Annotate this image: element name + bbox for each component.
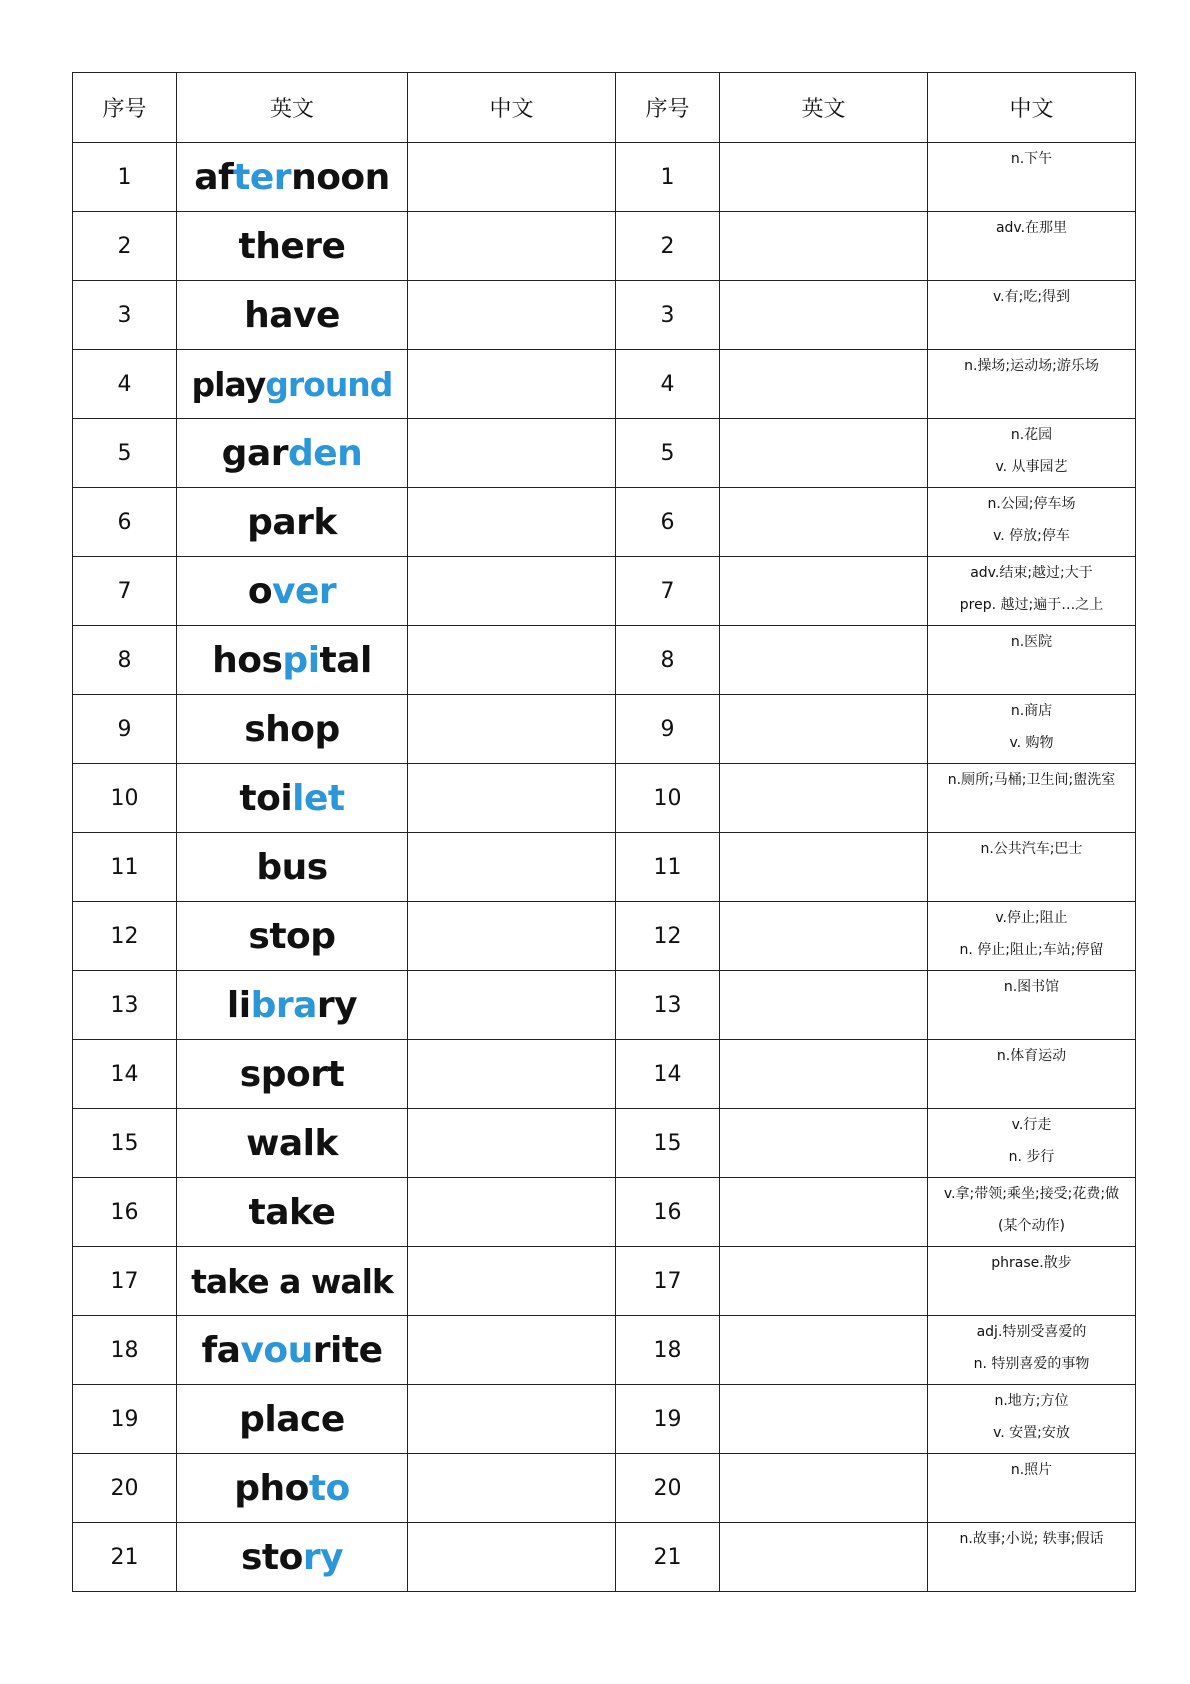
chinese-answer-blank[interactable]	[408, 350, 616, 419]
row-number-right: 7	[616, 557, 720, 626]
chinese-meaning	[928, 695, 1136, 764]
row-number-right: 16	[616, 1178, 720, 1247]
table-row	[73, 212, 1136, 281]
row-number-left: 9	[73, 695, 177, 764]
table-row	[73, 488, 1136, 557]
row-number-left: 6	[73, 488, 177, 557]
english-word	[177, 488, 408, 557]
word-highlight-segment: let	[292, 777, 345, 819]
word-segment: rite	[312, 1329, 383, 1371]
row-number-right: 1	[616, 143, 720, 212]
meaning-line: n.操场;运动场;游乐场	[964, 358, 1099, 374]
chinese-answer-blank[interactable]	[408, 1385, 616, 1454]
row-number-left: 18	[73, 1316, 177, 1385]
table-body	[73, 143, 1136, 1592]
english-answer-blank[interactable]	[720, 143, 928, 212]
word-segment: place	[239, 1398, 345, 1440]
word-segment: take a walk	[191, 1261, 393, 1301]
row-number-right: 3	[616, 281, 720, 350]
row-number-left: 10	[73, 764, 177, 833]
english-answer-blank[interactable]	[720, 971, 928, 1040]
chinese-answer-blank[interactable]	[408, 1523, 616, 1592]
word-segment: park	[247, 501, 337, 543]
chinese-meaning	[928, 1109, 1136, 1178]
chinese-answer-blank[interactable]	[408, 1178, 616, 1247]
chinese-answer-blank[interactable]	[408, 626, 616, 695]
english-word	[177, 1247, 408, 1316]
english-answer-blank[interactable]	[720, 1178, 928, 1247]
meaning-line: phrase.散步	[991, 1255, 1072, 1271]
row-number-left: 12	[73, 902, 177, 971]
table-row	[73, 764, 1136, 833]
meaning-line: v. 从事园艺	[995, 459, 1068, 475]
english-word	[177, 1523, 408, 1592]
english-answer-blank[interactable]	[720, 833, 928, 902]
row-number-right: 10	[616, 764, 720, 833]
chinese-answer-blank[interactable]	[408, 833, 616, 902]
english-answer-blank[interactable]	[720, 695, 928, 764]
english-word	[177, 557, 408, 626]
english-answer-blank[interactable]	[720, 1385, 928, 1454]
header-number-left: 序号	[73, 73, 177, 143]
word-segment: af	[194, 156, 234, 198]
table-row	[73, 143, 1136, 212]
english-answer-blank[interactable]	[720, 281, 928, 350]
chinese-meaning	[928, 833, 1136, 902]
chinese-answer-blank[interactable]	[408, 902, 616, 971]
chinese-meaning	[928, 1385, 1136, 1454]
meaning-line: n.花园	[1010, 427, 1053, 443]
word-segment: bus	[256, 846, 328, 888]
english-word	[177, 764, 408, 833]
english-word	[177, 626, 408, 695]
meaning-line: v. 安置;安放	[993, 1425, 1070, 1441]
english-word	[177, 695, 408, 764]
english-word	[177, 1316, 408, 1385]
chinese-meaning	[928, 1523, 1136, 1592]
chinese-meaning	[928, 1040, 1136, 1109]
chinese-meaning	[928, 971, 1136, 1040]
row-number-right: 18	[616, 1316, 720, 1385]
word-segment: tal	[319, 639, 372, 681]
row-number-right: 8	[616, 626, 720, 695]
row-number-right: 5	[616, 419, 720, 488]
chinese-answer-blank[interactable]	[408, 1247, 616, 1316]
chinese-answer-blank[interactable]	[408, 695, 616, 764]
english-answer-blank[interactable]	[720, 212, 928, 281]
english-word	[177, 143, 408, 212]
table-row	[73, 626, 1136, 695]
row-number-left: 11	[73, 833, 177, 902]
english-word	[177, 1109, 408, 1178]
chinese-answer-blank[interactable]	[408, 143, 616, 212]
english-word	[177, 833, 408, 902]
table-row	[73, 1247, 1136, 1316]
meaning-line: n.照片	[1010, 1462, 1053, 1478]
table-row	[73, 971, 1136, 1040]
chinese-meaning	[928, 212, 1136, 281]
table-row	[73, 557, 1136, 626]
word-segment: ry	[316, 984, 358, 1026]
header-english-right: 英文	[720, 73, 928, 143]
row-number-left: 1	[73, 143, 177, 212]
chinese-answer-blank[interactable]	[408, 764, 616, 833]
chinese-meaning	[928, 281, 1136, 350]
chinese-answer-blank[interactable]	[408, 1454, 616, 1523]
english-word	[177, 971, 408, 1040]
english-answer-blank[interactable]	[720, 488, 928, 557]
chinese-answer-blank[interactable]	[408, 1316, 616, 1385]
meaning-line: n.公共汽车;巴士	[980, 841, 1083, 857]
chinese-meaning	[928, 143, 1136, 212]
chinese-answer-blank[interactable]	[408, 212, 616, 281]
chinese-meaning	[928, 764, 1136, 833]
chinese-meaning	[928, 419, 1136, 488]
row-number-right: 2	[616, 212, 720, 281]
row-number-left: 2	[73, 212, 177, 281]
english-answer-blank[interactable]	[720, 350, 928, 419]
word-highlight-segment: ground	[265, 364, 393, 404]
row-number-right: 13	[616, 971, 720, 1040]
table-row	[73, 902, 1136, 971]
row-number-left: 5	[73, 419, 177, 488]
chinese-answer-blank[interactable]	[408, 557, 616, 626]
english-answer-blank[interactable]	[720, 557, 928, 626]
row-number-left: 7	[73, 557, 177, 626]
english-answer-blank[interactable]	[720, 1316, 928, 1385]
word-highlight-segment: den	[288, 432, 363, 474]
word-segment: pho	[234, 1467, 309, 1509]
word-highlight-segment: to	[308, 1467, 350, 1509]
word-segment: o	[247, 570, 273, 612]
chinese-answer-blank[interactable]	[408, 971, 616, 1040]
row-number-left: 13	[73, 971, 177, 1040]
word-segment: noon	[291, 156, 390, 198]
table-row	[73, 350, 1136, 419]
row-number-right: 12	[616, 902, 720, 971]
meaning-line: n.厕所;马桶;卫生间;盥洗室	[947, 772, 1116, 788]
row-number-right: 11	[616, 833, 720, 902]
english-answer-blank[interactable]	[720, 764, 928, 833]
word-highlight-segment: pi	[282, 639, 320, 681]
table-row	[73, 833, 1136, 902]
chinese-answer-blank[interactable]	[408, 281, 616, 350]
word-segment: li	[226, 984, 251, 1026]
chinese-meaning	[928, 557, 1136, 626]
header-english-left: 英文	[177, 73, 408, 143]
row-number-left: 14	[73, 1040, 177, 1109]
meaning-line: n.地方;方位	[994, 1393, 1069, 1409]
header-row	[73, 73, 1136, 143]
row-number-left: 21	[73, 1523, 177, 1592]
header-number-right: 序号	[616, 73, 720, 143]
english-word	[177, 1040, 408, 1109]
row-number-right: 17	[616, 1247, 720, 1316]
english-answer-blank[interactable]	[720, 1523, 928, 1592]
chinese-answer-blank[interactable]	[408, 488, 616, 557]
meaning-line: v.停止;阻止	[995, 910, 1068, 926]
meaning-line: n.故事;小说; 轶事;假话	[959, 1531, 1104, 1547]
word-segment: sto	[240, 1536, 303, 1578]
meaning-line: n.图书馆	[1003, 979, 1060, 995]
meaning-line: n. 停止;阻止;车站;停留	[959, 942, 1104, 958]
english-word	[177, 419, 408, 488]
chinese-meaning	[928, 1316, 1136, 1385]
meaning-line: n.体育运动	[996, 1048, 1067, 1064]
meaning-line: adv.结束;越过;大于	[970, 565, 1093, 581]
meaning-line: adv.在那里	[995, 220, 1068, 236]
meaning-line: v. 购物	[1009, 735, 1054, 751]
meaning-line: v.拿;带领;乘坐;接受;花费;做	[943, 1186, 1120, 1202]
meaning-line: v.有;吃;得到	[992, 289, 1071, 305]
row-number-left: 4	[73, 350, 177, 419]
meaning-line: n. 步行	[1008, 1149, 1055, 1165]
row-number-left: 15	[73, 1109, 177, 1178]
word-segment: play	[191, 364, 266, 404]
word-highlight-segment: ver	[272, 570, 337, 612]
word-segment: sport	[239, 1053, 345, 1095]
meaning-line: v. 停放;停车	[993, 528, 1070, 544]
word-highlight-segment: ter	[233, 156, 292, 198]
table-row	[73, 695, 1136, 764]
header-chinese-left: 中文	[408, 73, 616, 143]
english-answer-blank[interactable]	[720, 1040, 928, 1109]
word-segment: there	[238, 225, 346, 267]
row-number-right: 4	[616, 350, 720, 419]
word-segment: fa	[201, 1329, 241, 1371]
header-chinese-right: 中文	[928, 73, 1136, 143]
word-highlight-segment: ry	[302, 1536, 344, 1578]
word-highlight-segment: vou	[240, 1329, 313, 1371]
row-number-right: 20	[616, 1454, 720, 1523]
table-row	[73, 1178, 1136, 1247]
english-word	[177, 350, 408, 419]
meaning-line: n.公园;停车场	[987, 496, 1076, 512]
word-segment: have	[244, 294, 340, 336]
table-row	[73, 1109, 1136, 1178]
meaning-line: prep. 越过;遍于…之上	[959, 597, 1104, 613]
chinese-meaning	[928, 488, 1136, 557]
row-number-right: 14	[616, 1040, 720, 1109]
table-row	[73, 1040, 1136, 1109]
meaning-line: n.下午	[1010, 151, 1053, 167]
row-number-left: 16	[73, 1178, 177, 1247]
word-segment: hos	[212, 639, 283, 681]
row-number-left: 8	[73, 626, 177, 695]
english-answer-blank[interactable]	[720, 1109, 928, 1178]
english-word	[177, 1454, 408, 1523]
word-segment: toi	[239, 777, 293, 819]
english-word	[177, 212, 408, 281]
chinese-answer-blank[interactable]	[408, 1109, 616, 1178]
table-row	[73, 281, 1136, 350]
english-word	[177, 902, 408, 971]
chinese-meaning	[928, 350, 1136, 419]
meaning-line: n. 特别喜爱的事物	[973, 1356, 1090, 1372]
english-word	[177, 1385, 408, 1454]
word-segment: take	[248, 1191, 336, 1233]
english-answer-blank[interactable]	[720, 1454, 928, 1523]
row-number-right: 15	[616, 1109, 720, 1178]
row-number-left: 3	[73, 281, 177, 350]
english-answer-blank[interactable]	[720, 1247, 928, 1316]
meaning-line: (某个动作)	[998, 1218, 1065, 1234]
word-highlight-segment: bra	[250, 984, 317, 1026]
english-answer-blank[interactable]	[720, 902, 928, 971]
table-row	[73, 419, 1136, 488]
table-row	[73, 1523, 1136, 1592]
chinese-answer-blank[interactable]	[408, 419, 616, 488]
word-segment: stop	[248, 915, 336, 957]
table-row	[73, 1385, 1136, 1454]
row-number-right: 9	[616, 695, 720, 764]
table-row	[73, 1454, 1136, 1523]
english-word	[177, 1178, 408, 1247]
word-segment: gar	[221, 432, 288, 474]
row-number-right: 6	[616, 488, 720, 557]
english-answer-blank[interactable]	[720, 419, 928, 488]
chinese-meaning	[928, 902, 1136, 971]
chinese-meaning	[928, 626, 1136, 695]
meaning-line: v.行走	[1011, 1117, 1052, 1133]
chinese-meaning	[928, 1178, 1136, 1247]
row-number-right: 19	[616, 1385, 720, 1454]
meaning-line: adj.特别受喜爱的	[976, 1324, 1087, 1340]
meaning-line: n.医院	[1010, 634, 1053, 650]
table-row	[73, 1316, 1136, 1385]
chinese-meaning	[928, 1454, 1136, 1523]
meaning-line: n.商店	[1010, 703, 1053, 719]
row-number-right: 21	[616, 1523, 720, 1592]
row-number-left: 20	[73, 1454, 177, 1523]
english-answer-blank[interactable]	[720, 626, 928, 695]
chinese-answer-blank[interactable]	[408, 1040, 616, 1109]
english-word	[177, 281, 408, 350]
chinese-meaning	[928, 1247, 1136, 1316]
row-number-left: 17	[73, 1247, 177, 1316]
word-segment: walk	[246, 1122, 338, 1164]
row-number-left: 19	[73, 1385, 177, 1454]
vocabulary-table	[72, 72, 1136, 1592]
word-segment: shop	[244, 708, 340, 750]
